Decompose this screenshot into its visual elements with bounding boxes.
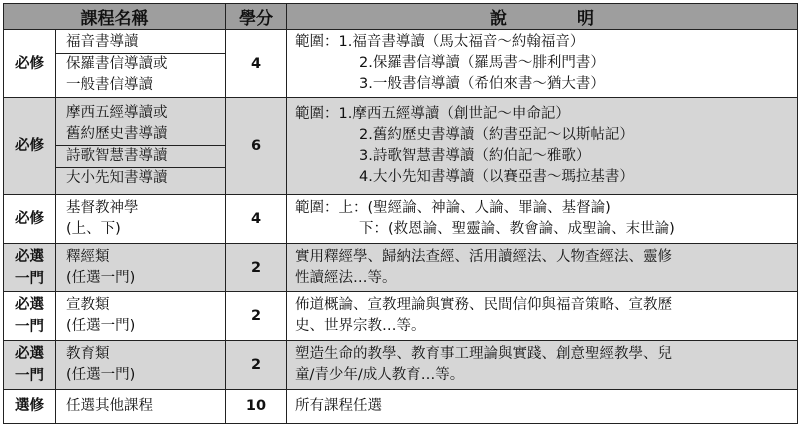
course-name-cell — [56, 389, 226, 423]
header-desc-char-1: 說 — [490, 9, 507, 30]
course-name: (任選一門) — [66, 269, 136, 286]
course-name-cell — [56, 292, 226, 341]
category-cell: 必修 — [4, 98, 56, 195]
credit-cell: 2 — [226, 243, 287, 292]
course-name-cell — [56, 30, 226, 98]
desc-line: 性讀經法…等。 — [295, 269, 397, 286]
course-name: 詩歌智慧書導讀 — [56, 146, 225, 168]
course-name-cell — [56, 243, 226, 292]
course-name: (上、下) — [66, 221, 121, 238]
header-description — [287, 4, 798, 30]
course-name: 舊約歷史書導讀 — [56, 124, 225, 146]
desc-line: 所有課程任選 — [295, 397, 382, 414]
desc-line: 範圍：上：(聖經論、神論、人論、罪論、基督論) — [295, 200, 611, 217]
category-cell — [4, 292, 56, 341]
table-row — [4, 341, 798, 390]
table-row — [4, 30, 798, 98]
course-name: 釋經類 — [66, 248, 110, 265]
curriculum-table — [3, 3, 798, 424]
table-row — [4, 195, 798, 244]
description-cell — [287, 30, 798, 98]
table-row — [4, 98, 798, 195]
table-row — [4, 389, 798, 423]
header-row — [4, 4, 798, 30]
header-course-name: 課程名稱 — [4, 4, 226, 30]
description-cell — [287, 98, 798, 195]
course-name: (任選一門) — [66, 366, 136, 383]
table-row — [4, 292, 798, 341]
description-cell — [287, 292, 798, 341]
course-name-cell — [56, 98, 226, 195]
credit-cell: 4 — [226, 30, 287, 98]
category-cell: 必修 — [4, 30, 56, 98]
credit-cell: 2 — [226, 292, 287, 341]
course-name: 福音書導讀 — [56, 32, 225, 54]
table-row — [4, 243, 798, 292]
desc-line: 範圍：1.福音書導讀（馬太福音～約翰福音） — [295, 34, 585, 51]
desc-line: 2.保羅書信導讀（羅馬書～腓利門書） — [359, 55, 605, 72]
course-name: 保羅書信導讀或 — [66, 55, 168, 72]
description-cell — [287, 195, 798, 244]
course-name: 一般書信導讀 — [66, 76, 153, 93]
description-cell — [287, 243, 798, 292]
desc-line: 塑造生命的教學、教育事工理論與實踐、創意聖經教學、兒 — [295, 345, 672, 362]
course-name: 大小先知書導讀 — [66, 170, 168, 187]
course-name-cell — [56, 195, 226, 244]
category-cell — [4, 243, 56, 292]
category-cell — [4, 341, 56, 390]
desc-line: 3.詩歌智慧書導讀（約伯記～雅歌） — [359, 148, 591, 165]
category-cell: 必修 — [4, 195, 56, 244]
header-credit: 學分 — [226, 4, 287, 30]
course-name: 教育類 — [66, 345, 110, 362]
course-name: 任選其他課程 — [66, 397, 153, 414]
category-line: 必選 — [15, 345, 44, 362]
category-line: 一門 — [15, 319, 44, 336]
course-name-cell — [56, 341, 226, 390]
desc-line: 佈道概論、宣教理論與實務、民間信仰與福音策略、宣教歷 — [295, 297, 672, 314]
category-line: 必選 — [15, 297, 44, 314]
description-cell — [287, 389, 798, 423]
desc-line: 3.一般書信導讀（希伯來書～猶大書） — [359, 76, 605, 93]
desc-line: 2.舊約歷史書導讀（約書亞記～以斯帖記） — [359, 127, 634, 144]
desc-line: 下：(救恩論、聖靈論、教會論、成聖論、末世論) — [359, 221, 675, 238]
desc-line: 童/青少年/成人教育…等。 — [295, 366, 465, 383]
course-name: 基督教神學 — [66, 200, 139, 217]
credit-cell: 2 — [226, 341, 287, 390]
course-name: 摩西五經導讀或 — [66, 105, 168, 122]
credit-cell: 10 — [226, 389, 287, 423]
desc-line: 史、世界宗教…等。 — [295, 318, 426, 335]
category-cell: 選修 — [4, 389, 56, 423]
credit-cell: 6 — [226, 98, 287, 195]
desc-line: 實用釋經學、歸納法查經、活用讀經法、人物查經法、靈修 — [295, 248, 672, 265]
category-line: 一門 — [15, 270, 44, 287]
course-name: (任選一門) — [66, 318, 136, 335]
category-line: 必選 — [15, 248, 44, 265]
description-cell — [287, 341, 798, 390]
category-line: 一門 — [15, 367, 44, 384]
credit-cell: 4 — [226, 195, 287, 244]
desc-line: 範圍：1.摩西五經導讀（創世記～申命記） — [295, 106, 570, 123]
course-name: 宣教類 — [66, 297, 110, 314]
header-desc-char-2: 明 — [577, 9, 594, 30]
desc-line: 4.大小先知書導讀（以賽亞書～瑪拉基書） — [359, 169, 634, 186]
